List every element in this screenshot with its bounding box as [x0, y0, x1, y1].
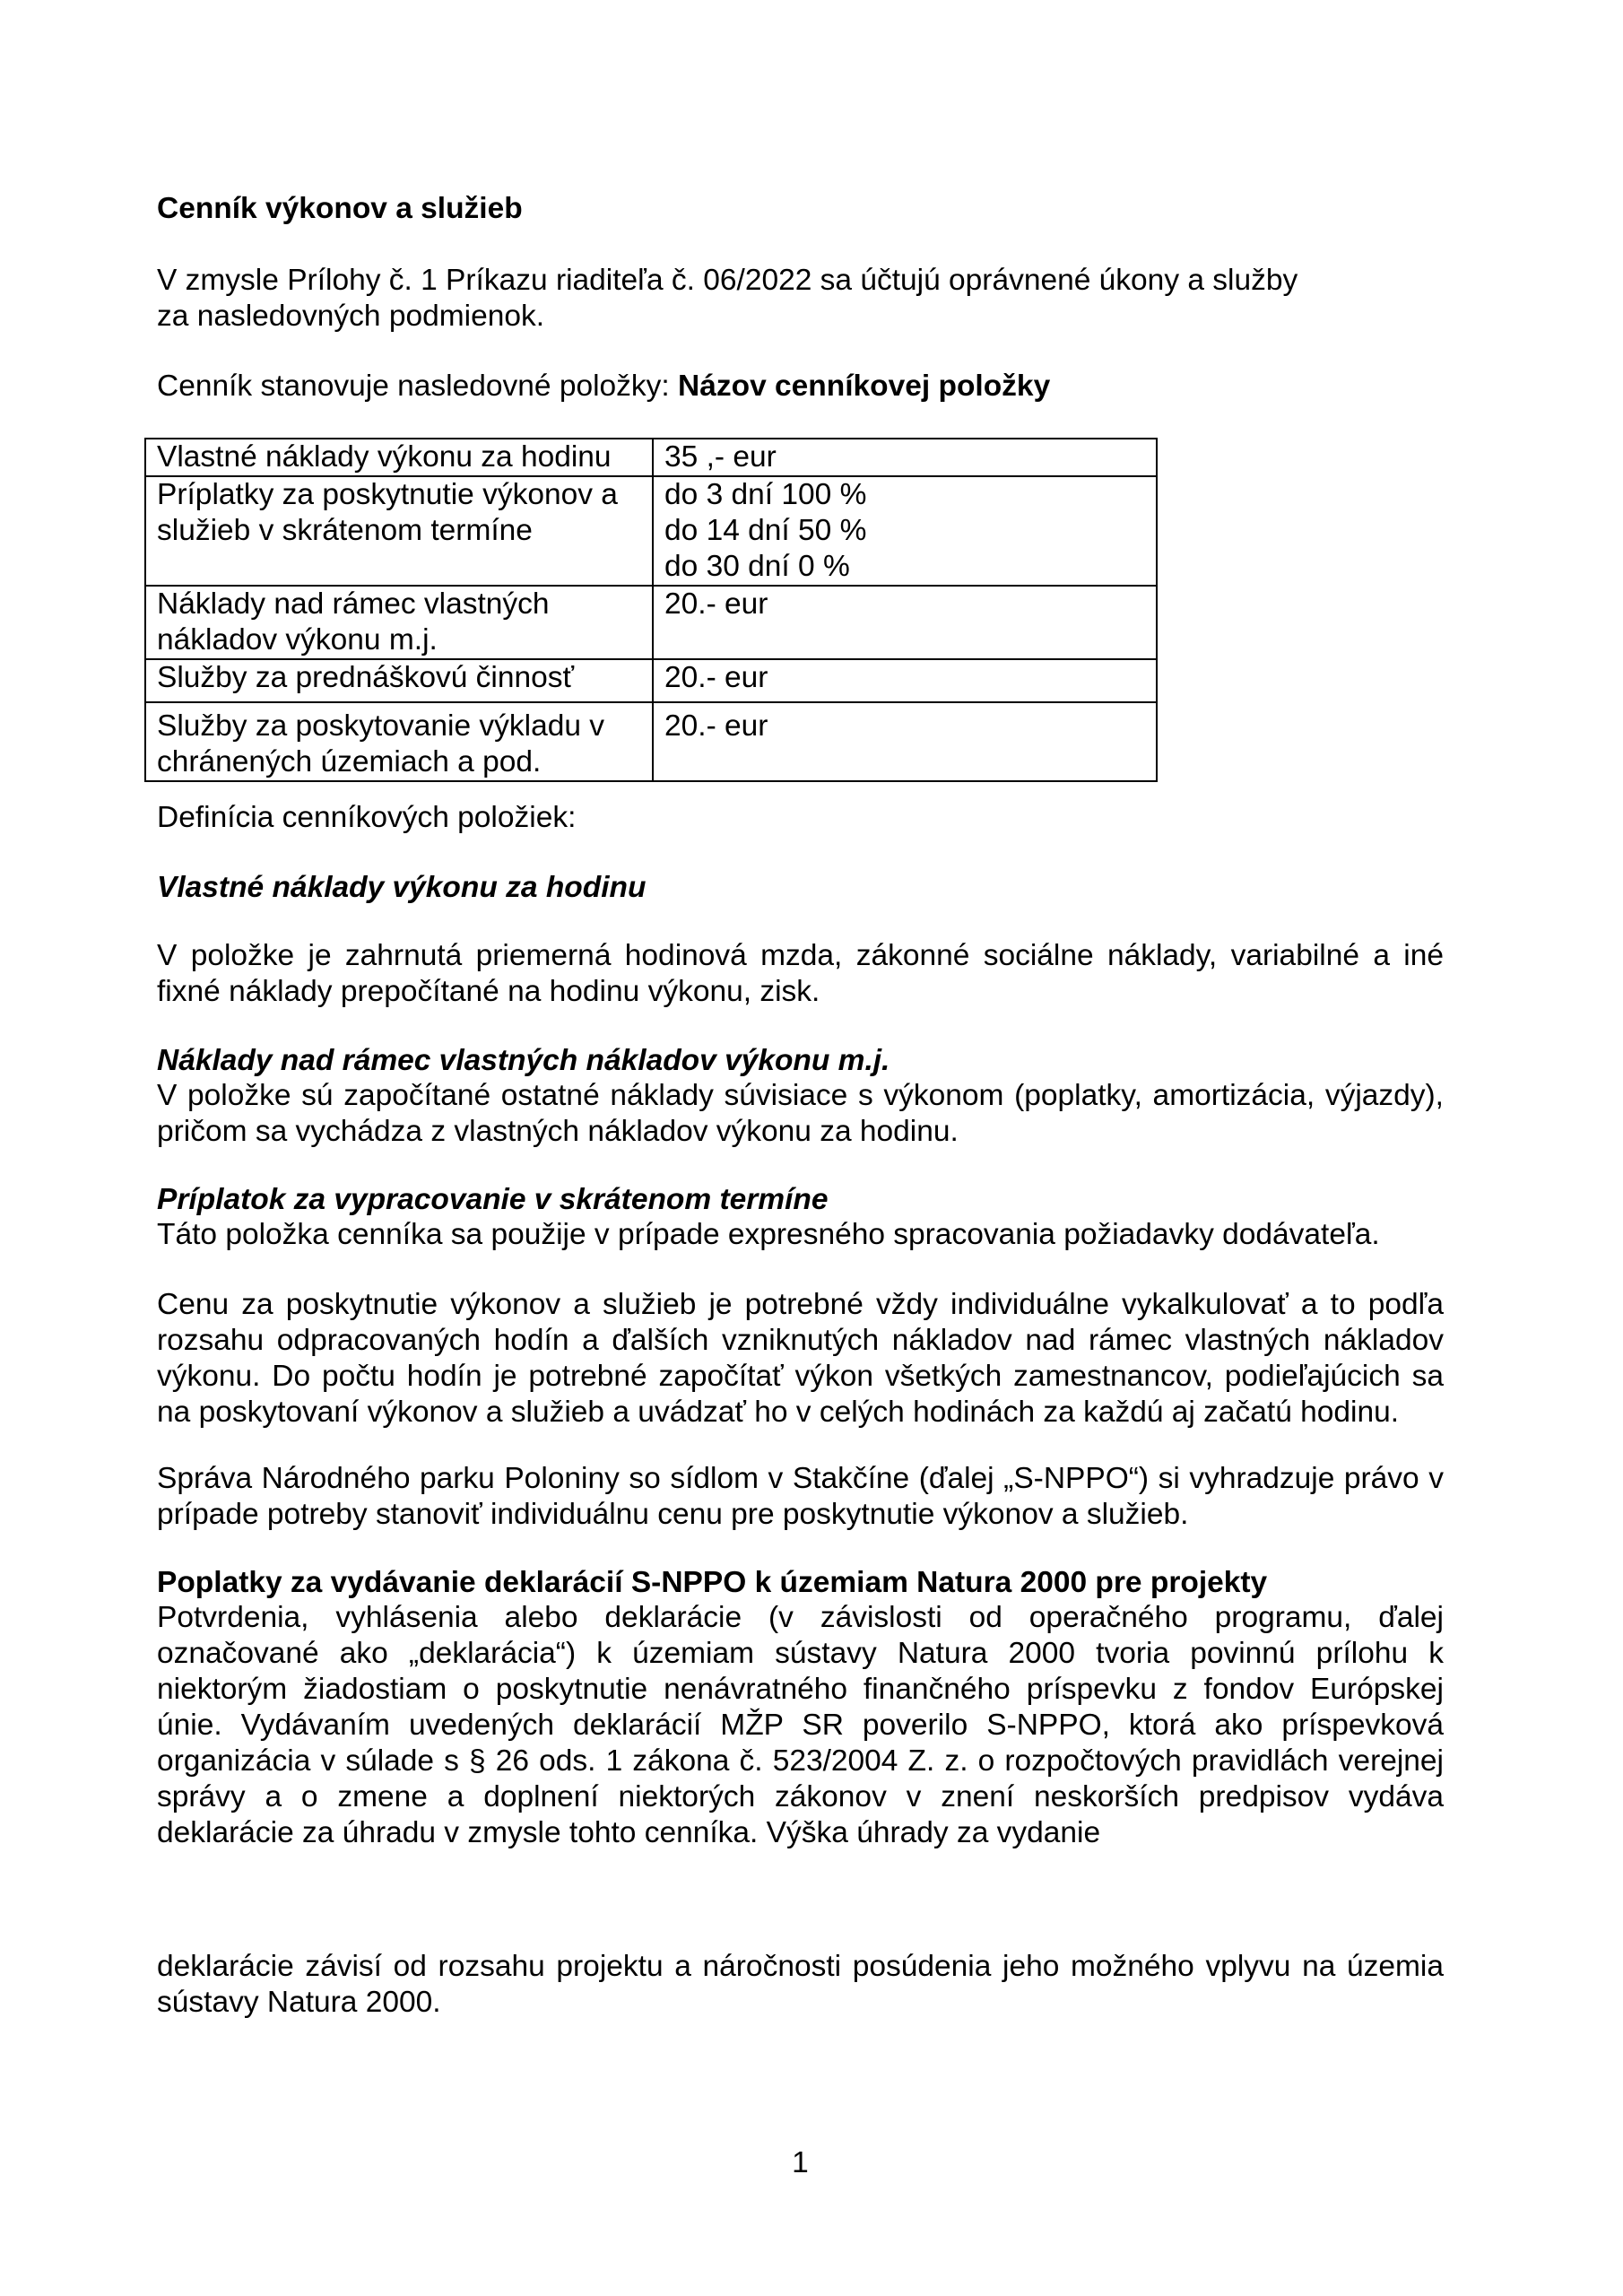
section-heading-extra-costs: Náklady nad rámec vlastných nákladov výkonu m.j. [157, 1044, 890, 1077]
section-heading-natura-fees: Poplatky za vydávanie deklarácií S-NPPO k územiam Natura 2000 pre projekty [157, 1566, 1268, 1599]
table-cell-price [653, 586, 1157, 659]
table-cell-price [653, 439, 1157, 476]
table-cell-price [653, 702, 1157, 781]
items-intro [157, 369, 1050, 404]
section-body-extra-costs: V položke sú započítané ostatné náklady súvisiace s výkonom (poplatky, amortizácia, výjazdy), pričom sa vychádza z vlastných nákladov výkonu za hodinu. [157, 1079, 1444, 1148]
price-line: do 30 dní 0 % [664, 550, 850, 583]
items-intro-bold: Názov cenníkovej položky [678, 370, 1051, 403]
table-cell-price [653, 659, 1157, 702]
table-row [145, 586, 1157, 659]
table-cell-item: Náklady nad rámec vlastných nákladov výkonu m.j. [145, 586, 653, 659]
table-cell-price [653, 476, 1157, 586]
definitions-label: Definícia cenníkových položiek: [157, 801, 577, 834]
document-title: Cenník výkonov a služieb [157, 192, 523, 225]
paragraph-price-calculation: Cenu za poskytnutie výkonov a služieb je potrebné vždy individuálne vykalkulovať a to podľa rozsahu odpracovaných hodín a ďalších vzniknutých nákladov nad rámec vlastných nákladov výkonu. Do počtu hodín je potrebné započítať výkon všetkých zamestnancov, podieľajúcich sa na poskytovaní výkonov a služieb a uvádzať ho v celých hodinách za každú aj začatú hodinu. [157, 1288, 1444, 1429]
price-line: 20.- eur [664, 709, 768, 743]
section-heading-own-costs: Vlastné náklady výkonu za hodinu [157, 871, 647, 904]
section-body-own-costs: V položke je zahrnutá priemerná hodinová mzda, zákonné sociálne náklady, variabilné a iné fixné náklady prepočítané na hodinu výkonu, zisk. [157, 939, 1444, 1008]
table-cell-item: Služby za prednáškovú činnosť [145, 659, 653, 702]
table-row [145, 659, 1157, 702]
section-heading-surcharge: Príplatok za vypracovanie v skrátenom termíne [157, 1183, 829, 1216]
price-table [144, 438, 1158, 782]
items-intro-text: Cenník stanovuje nasledovné položky: [157, 370, 679, 403]
table-cell-item: Príplatky za poskytnutie výkonov a služieb v skrátenom termíne [145, 476, 653, 586]
table-row [145, 476, 1157, 586]
price-line: 35 ,- eur [664, 440, 777, 474]
section-body-natura-continued: deklarácie závisí od rozsahu projektu a náročnosti posúdenia jeho možného vplyvu na územia sústavy Natura 2000. [157, 1950, 1444, 2019]
page-number: 1 [792, 2146, 809, 2179]
price-line: 20.- eur [664, 587, 768, 621]
table-cell-item: Služby za poskytovanie výkladu v chránených územiach a pod. [145, 702, 653, 781]
price-line: 20.- eur [664, 661, 768, 694]
paragraph-administration: Správa Národného parku Poloniny so sídlom v Stakčíne (ďalej „S-NPPO“) si vyhradzuje právo v prípade potreby stanoviť individuálnu cenu pre poskytnutie výkonov a služieb. [157, 1462, 1444, 1531]
price-line: do 3 dní 100 % [664, 478, 867, 511]
section-body-natura-fees: Potvrdenia, vyhlásenia alebo deklarácie (v závislosti od operačného programu, ďalej označované ako „deklarácia“) k územiam sústavy Natura 2000 tvoria povinnú prílohu k niektorým žiadostiam o poskytnutie nenávratného finančného príspevku z fondov Európskej únie. Vydávaním uvedených deklarácií MŽP SR poverilo S-NPPO, ktorá ako príspevková organizácia v súlade s § 26 ods. 1 zákona č. 523/2004 Z. z. o rozpočtových pravidlách verejnej správy a o zmene a doplnení niektorých zákonov v znení neskorších predpisov vydáva deklarácie za úhradu v zmysle tohto cenníka. Výška úhrady za vydanie [157, 1601, 1444, 1849]
table-row [145, 702, 1157, 781]
table-row [145, 439, 1157, 476]
intro-paragraph: V zmysle Prílohy č. 1 Príkazu riaditeľa č. 06/2022 sa účtujú oprávnené úkony a služby za nasledovných podmienok. [157, 264, 1298, 333]
section-body-surcharge: Táto položka cenníka sa použije v prípade expresného spracovania požiadavky dodávateľa. [157, 1218, 1380, 1251]
table-cell-item: Vlastné náklady výkonu za hodinu [145, 439, 653, 476]
price-line: do 14 dní 50 % [664, 514, 867, 547]
